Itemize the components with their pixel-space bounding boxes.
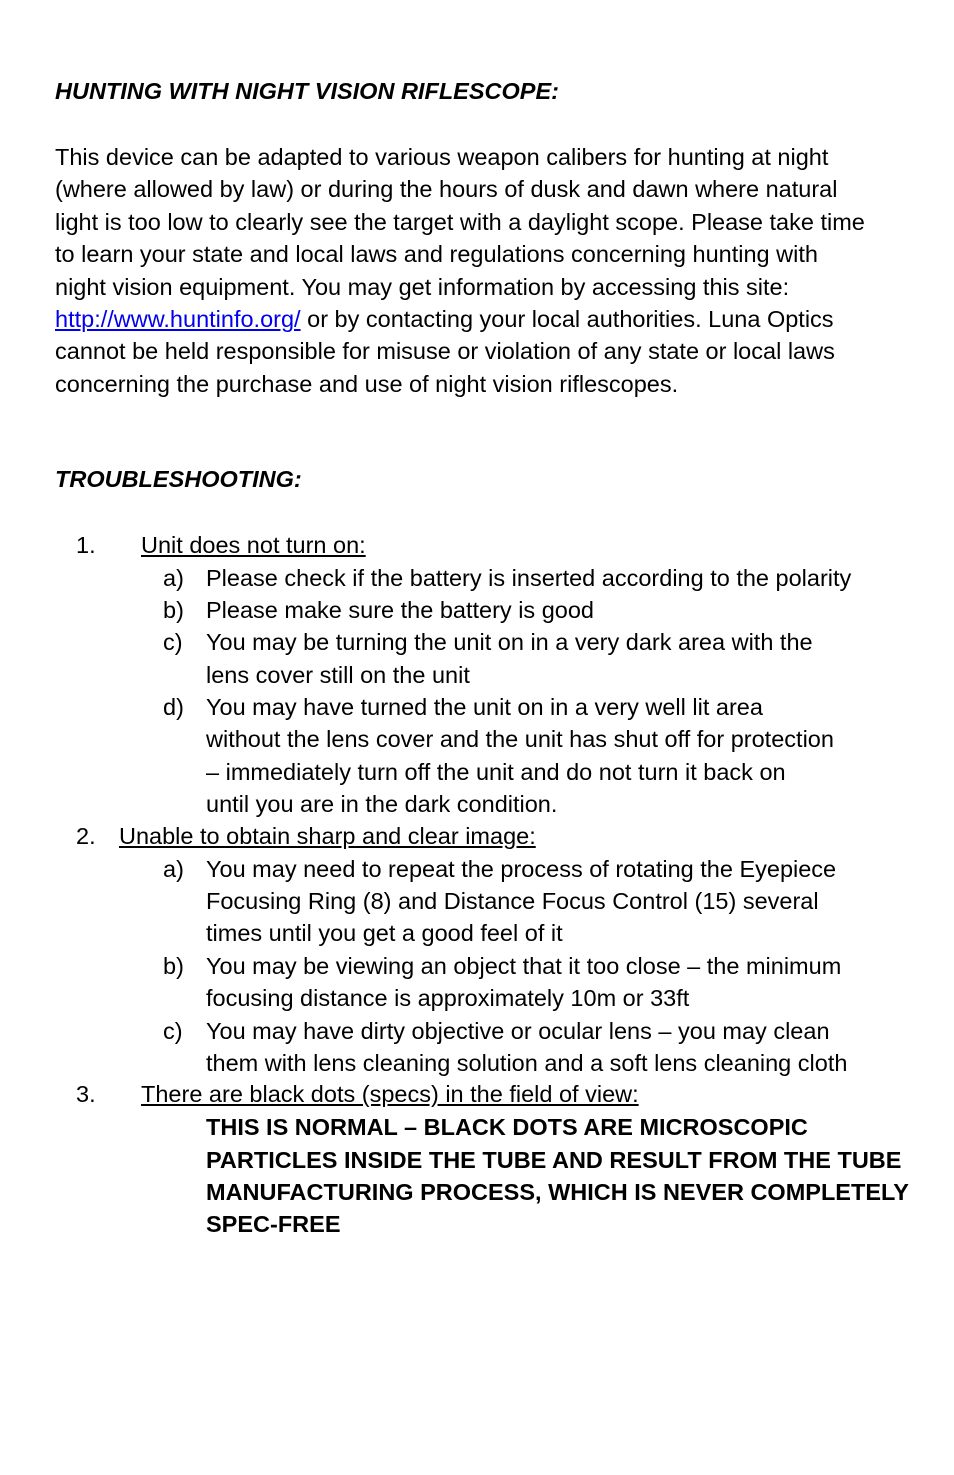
sub-text: – immediately turn off the unit and do not turn it back on — [206, 759, 786, 785]
item-title: There are black dots (specs) in the field of view: — [141, 1081, 639, 1107]
sub-letter: a) — [163, 565, 184, 591]
note-text: MANUFACTURING PROCESS, WHICH IS NEVER COMPLETELY — [206, 1179, 909, 1205]
paragraph-line: (where allowed by law) or during the hours of dusk and dawn where natural — [55, 176, 838, 203]
sub-text: You may need to repeat the process of rotating the Eyepiece — [206, 856, 837, 882]
sub-letter: b) — [163, 597, 184, 623]
sub-text: You may have dirty objective or ocular lens – you may clean — [206, 1018, 830, 1044]
sub-text: You may be viewing an object that it too close – the minimum — [206, 953, 842, 979]
paragraph-line: concerning the purchase and use of night vision riflescopes. — [55, 370, 679, 397]
huntinfo-link[interactable]: http://www.huntinfo.org/ — [55, 306, 301, 333]
paragraph-line: cannot be held responsible for misuse or violation of any state or local laws — [55, 338, 835, 365]
note-text: SPEC-FREE — [206, 1211, 341, 1237]
sub-text: times until you get a good feel of it — [206, 920, 563, 946]
paragraph-text: or by contacting your local authorities. Luna Optics — [300, 306, 834, 333]
sub-text: Please check if the battery is inserted according to the polarity — [206, 565, 852, 591]
sub-letter: a) — [163, 856, 184, 882]
sub-letter: c) — [163, 1018, 183, 1044]
paragraph-line: to learn your state and local laws and regulations concerning hunting with — [55, 241, 818, 268]
sub-letter: d) — [163, 694, 184, 720]
sub-text: them with lens cleaning solution and a soft lens cleaning cloth — [206, 1050, 848, 1076]
sub-text: Please make sure the battery is good — [206, 597, 594, 623]
paragraph-line: light is too low to clearly see the target with a daylight scope. Please take time — [55, 208, 865, 235]
paragraph-line: This device can be adapted to various weapon calibers for hunting at night — [55, 144, 829, 170]
note-text: THIS IS NORMAL – BLACK DOTS ARE MICROSCOPIC — [206, 1114, 808, 1140]
sub-text: until you are in the dark condition. — [206, 791, 558, 817]
sub-text: Focusing Ring (8) and Distance Focus Control (15) several — [206, 888, 819, 914]
troubleshooting-heading: TROUBLESHOOTING: — [55, 466, 302, 492]
sub-text: without the lens cover and the unit has shut off for protection — [206, 726, 834, 752]
sub-letter: b) — [163, 953, 184, 979]
hunting-paragraph — [55, 141, 915, 400]
paragraph-line-with-link — [55, 303, 915, 335]
item-title: Unit does not turn on: — [141, 532, 366, 558]
sub-letter: c) — [163, 629, 183, 655]
sub-text: focusing distance is approximately 10m or 33ft — [206, 985, 690, 1011]
item-number: 2. — [76, 823, 96, 849]
note-text: PARTICLES INSIDE THE TUBE AND RESULT FROM THE TUBE — [206, 1147, 902, 1173]
sub-text: lens cover still on the unit — [206, 662, 470, 688]
sub-text: You may be turning the unit on in a very dark area with the — [206, 629, 813, 655]
sub-text: You may have turned the unit on in a very well lit area — [206, 694, 763, 720]
item-title: Unable to obtain sharp and clear image: — [119, 823, 536, 849]
item-number: 1. — [76, 532, 96, 558]
item-number: 3. — [76, 1081, 96, 1107]
hunting-heading: HUNTING WITH NIGHT VISION RIFLESCOPE: — [55, 78, 559, 104]
paragraph-line: night vision equipment. You may get information by accessing this site: — [55, 273, 790, 300]
